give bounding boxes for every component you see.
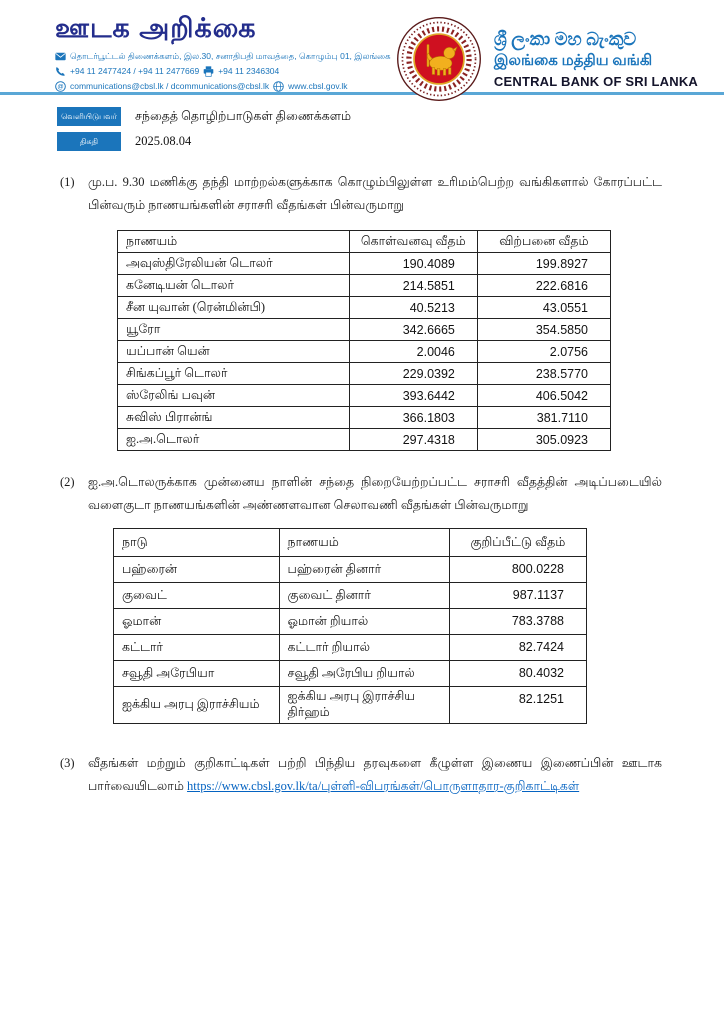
issuer-row [57,107,724,126]
bank-name-english: CENTRAL BANK OF SRI LANKA [493,73,698,89]
bank-name-sinhala: ශ්‍රී ලංකා මහ බැංකුව [493,28,637,49]
cbsl-seal-logo [396,16,482,102]
column-header: கொள்வனவு வீதம் [349,231,477,253]
table-cell: 406.5042 [477,385,610,407]
contact-address: தொடர்பூட்டல் திணைக்களம், இல.30, சனாதிபதி மாவத்தை, கொழும்பு 01, இலங்கை [70,51,391,62]
table-row [118,275,611,297]
table-cell: 354.5850 [477,319,610,341]
contact-website: www.cbsl.gov.lk [288,81,348,92]
table-row [118,253,611,275]
table-cell: 305.0923 [477,429,610,451]
table-row [118,385,611,407]
bank-names [494,27,698,91]
table-cell: 381.7110 [477,407,610,429]
table-cell: ஓமான் றியால் [279,609,449,635]
contact-emails: communications@cbsl.lk / dcommunications@cbsl.lk [70,81,270,92]
table-cell: 366.1803 [349,407,477,429]
table-cell: 214.5851 [349,275,477,297]
table-cell: 82.1251 [449,687,586,724]
table-cell: யப்பான் யென் [118,341,350,363]
issuer-label: வெளியிடுபவர் [57,107,121,126]
date-value: 2025.08.04 [135,134,192,148]
table-cell: 393.6442 [349,385,477,407]
table-cell: ஸ்ரேலிங் பவுன் [118,385,350,407]
contact-fax: +94 11 2346304 [218,66,280,77]
table-row [118,319,611,341]
table-row [114,687,587,724]
table-cell: குவைட் [114,583,280,609]
envelope-icon [55,51,66,62]
table-row [114,609,587,635]
masthead-title: ஊடக அறிக்கை [55,13,257,43]
paragraph-3-text [88,752,662,797]
table-row [118,341,611,363]
phone-icon [55,66,66,77]
header-left [55,14,391,94]
table-row [118,429,611,451]
paragraph-3 [60,752,662,797]
table-cell: 190.4089 [349,253,477,275]
table-row [114,661,587,687]
paragraph-1 [60,171,662,216]
table-header-row [118,231,611,253]
at-icon [55,81,66,92]
table-cell: பஹ்ரைன் தினார் [279,557,449,583]
release-meta [57,107,724,151]
table-row [118,363,611,385]
contact-address-line [55,49,391,64]
issuer-value: சந்தைத் தொழிற்பாடுகள் திணைக்களம் [135,108,352,123]
table-cell: அவுஸ்திரேலியன் டொலர் [118,253,350,275]
column-header: நாணயம் [279,529,449,557]
paragraph-1-text: மு.ப. 9.30 மணிக்கு தந்தி மாற்றல்களுக்காக கொழும்பிலுள்ள உரிமம்பெற்ற வங்கிகளால் கோரப்பட்ட பின்வரும் நாணயங்களின் சராசரி வீதங்கள் பின்வருமாறு [88,175,662,212]
paragraph-3-number: (3) [60,756,75,770]
table-cell: 229.0392 [349,363,477,385]
table-cell: 80.4032 [449,661,586,687]
table-cell: கட்டார் [114,635,280,661]
paragraph-3-body: வீதங்கள் மற்றும் குறிகாட்டிகள் பற்றி பிந்திய தரவுகளை கீழுள்ள இணைய இணைப்பின் ஊடாக பார்வையிடலாம் [88,756,662,793]
table-cell: சீன யுவான் (ரென்மின்பி) [118,297,350,319]
table-cell: 238.5770 [477,363,610,385]
cbsl-statistics-link[interactable]: https://www.cbsl.gov.lk/ta/புள்ளி-விபரங்கள்/பொருளாதார-குறிகாட்டிகள் [187,778,580,793]
table-cell: 297.4318 [349,429,477,451]
column-header: நாணயம் [118,231,350,253]
fax-icon [203,66,214,77]
table-cell: சுவிஸ் பிரான்ங் [118,407,350,429]
table-cell: 2.0756 [477,341,610,363]
contact-phones: +94 11 2477424 / +94 11 2477669 [70,66,200,77]
exchange-rates-table [117,230,611,451]
gulf-currency-rates-table [113,528,587,724]
column-header: நாடு [114,529,280,557]
column-header: விற்பனை வீதம் [477,231,610,253]
table-row [114,583,587,609]
table-cell: ஐக்கிய அரபு இராச்சியம் [114,687,280,724]
paragraph-2 [60,471,662,516]
table-cell: 199.8927 [477,253,610,275]
table-cell: சிங்கப்பூர் டொலர் [118,363,350,385]
table-cell: சவூதி அரேபியா [114,661,280,687]
table-cell: 800.0228 [449,557,586,583]
paragraph-2-text: ஐ.அ.டொலருக்காக முன்னைய நாளின் சந்தை நிறையேற்றப்பட்ட சராசரி வீதத்தின் அடிப்படையில் வளைகுடா நாணயங்களின் அண்ணளவான செலாவணி வீதங்கள் பின்வருமாறு [88,475,662,512]
table-cell: 783.3788 [449,609,586,635]
table-cell: 342.6665 [349,319,477,341]
paragraph-2-number: (2) [60,475,75,489]
date-label: திகதி [57,132,121,151]
table-cell: 40.5213 [349,297,477,319]
table-row [118,407,611,429]
table-cell: 2.0046 [349,341,477,363]
table-cell: கனேடியன் டொலர் [118,275,350,297]
table-cell: யூரோ [118,319,350,341]
header-right [396,16,698,102]
table-cell: 82.7424 [449,635,586,661]
globe-icon [273,81,284,92]
column-header: குறிப்பீட்டு வீதம் [449,529,586,557]
table-cell: சவூதி அரேபிய றியால் [279,661,449,687]
table-row [114,635,587,661]
table-cell: குவைட் தினார் [279,583,449,609]
table-header-row [114,529,587,557]
table-row [114,557,587,583]
date-row [57,132,724,151]
paragraph-1-number: (1) [60,175,75,189]
table-cell: ஐக்கிய அரபு இராச்சிய திர்ஹம் [279,687,449,724]
contact-phone-line [55,64,391,79]
table-cell: 222.6816 [477,275,610,297]
table-cell: ஓமான் [114,609,280,635]
header [0,0,724,90]
table-cell: 987.1137 [449,583,586,609]
bank-name-tamil: இலங்கை மத்திய வங்கி [493,53,653,70]
contact-email-line [55,79,391,94]
table-cell: 43.0551 [477,297,610,319]
svg-text:@: @ [57,84,64,92]
table-cell: பஹ்ரைன் [114,557,280,583]
table-cell: கட்டார் றியால் [279,635,449,661]
table-row [118,297,611,319]
table-cell: ஐ.அ.டொலர் [118,429,350,451]
